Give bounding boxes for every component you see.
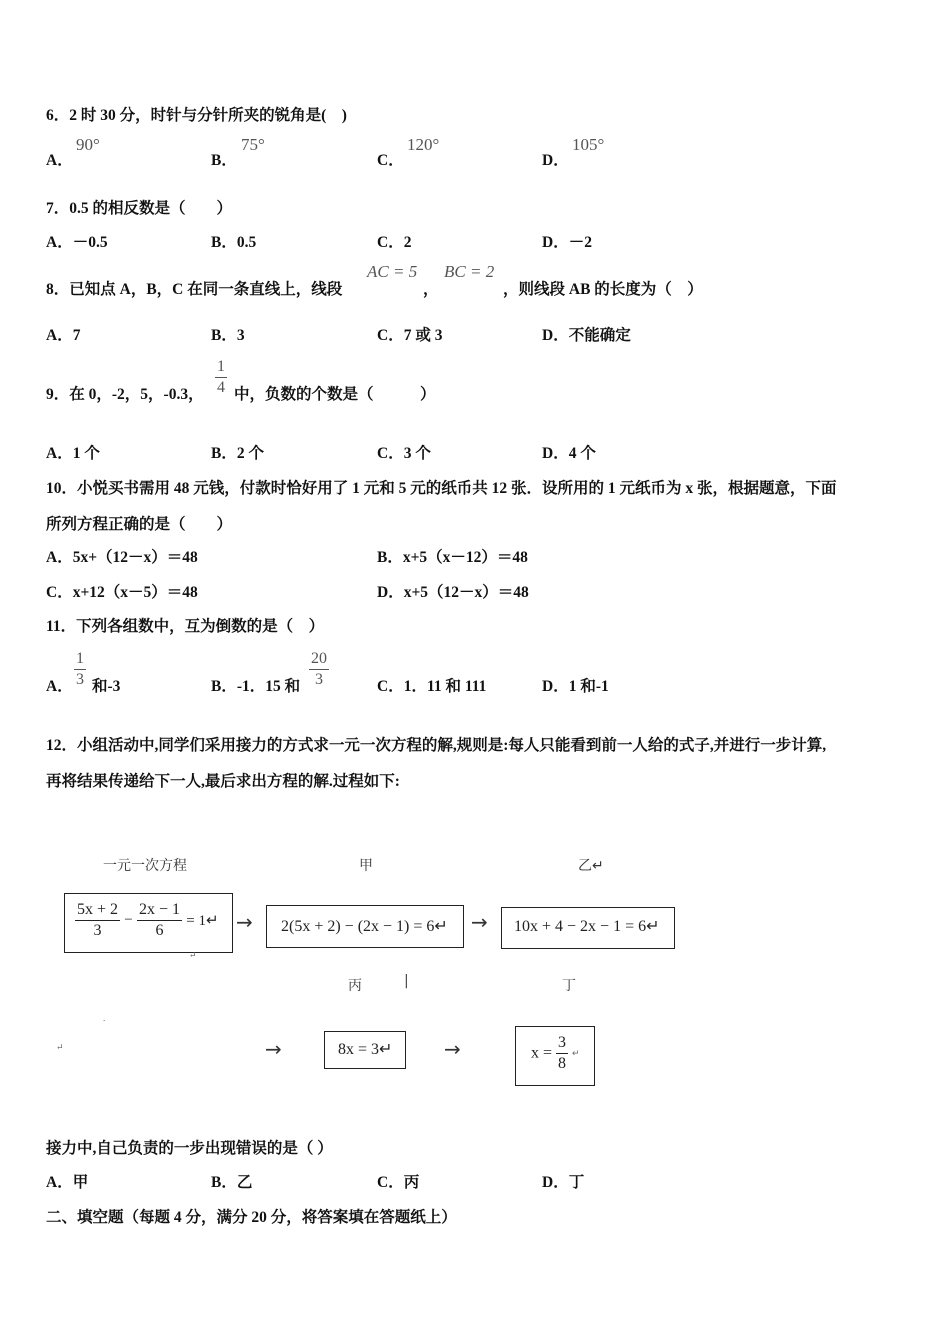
q10-stem-line2: 所列方程正确的是（ ）: [46, 516, 233, 533]
q8-separator: ，: [423, 281, 439, 298]
q9-option-b: B．2 个: [211, 445, 264, 462]
equation-box-start: [64, 893, 233, 953]
q9-fraction: [215, 357, 227, 398]
q12-option-c: C．丙: [377, 1174, 420, 1191]
eq-start-operator: −: [124, 912, 133, 928]
label-ding: 丁: [562, 978, 576, 994]
q11-option-c: C．1．11 和 111: [377, 678, 487, 695]
q7-option-c: C．2: [377, 234, 412, 251]
q11-a-num: 1: [74, 649, 86, 670]
divider-bar: |: [404, 973, 409, 989]
equation-box-jia: [266, 905, 464, 948]
q7-option-b: B．0.5: [211, 234, 257, 251]
q8-stem-start: 8．已知点 A，B，C 在同一条直线上，线段: [46, 281, 343, 298]
q6-stem: 6．2 时 30 分，时针与分针所夹的锐角是( ): [46, 107, 347, 124]
label-bing: 丙: [348, 978, 362, 994]
q8-option-c: C．7 或 3: [377, 327, 443, 344]
q11-option-d: D．1 和-1: [542, 678, 609, 695]
q7-option-a: A．－0.5: [46, 234, 108, 251]
arrow-bing-to-ding: →: [444, 1037, 461, 1061]
q11-b-num: 20: [309, 649, 329, 670]
q11-a-den: 3: [76, 671, 84, 688]
q9-option-d: D．4 个: [542, 445, 596, 462]
arrow-jia-to-yi: →: [471, 910, 488, 934]
q11-option-a-fraction: [74, 649, 86, 690]
eq-start-num1: 5x + 2: [75, 900, 120, 921]
q8-option-b: B．3: [211, 327, 245, 344]
q11-option-a-letter: A．: [46, 678, 73, 695]
eq-jia: 2(5x + 2) − (2x − 1) = 6↵: [281, 918, 448, 935]
q6-option-d-letter: D．: [542, 152, 569, 169]
eq-start-den1: 3: [93, 922, 102, 939]
q8-math-bc: BC = 2: [444, 262, 495, 281]
label-jia: 甲: [359, 858, 373, 874]
q11-option-a-tail: 和-3: [92, 678, 121, 695]
eq-start-num2: 2x − 1: [137, 900, 182, 921]
eq-start-den2: 6: [155, 922, 164, 939]
arrow-start-to-jia: →: [236, 910, 253, 934]
q6-option-c-letter: C．: [377, 152, 404, 169]
eq-bing: 8x = 3↵: [338, 1041, 393, 1058]
q9-stem-end: 中，负数的个数是（ ）: [234, 386, 436, 403]
q10-option-c: C．x+12（x－5）＝48: [46, 584, 198, 601]
equation-box-yi: [501, 907, 675, 949]
eq-ding-den: 8: [558, 1055, 567, 1072]
q10-option-d: D．x+5（12－x）＝48: [377, 584, 529, 601]
q8-stem-end: ，则线段 AB 的长度为（ ）: [503, 281, 703, 298]
q10-option-a: A．5x+（12－x）＝48: [46, 549, 198, 566]
q12-stem-line1: 12．小组活动中,同学们采用接力的方式求一元一次方程的解,规则是:每人只能看到前一人给的式子,并进行一步计算,: [46, 737, 827, 754]
q6-option-a-value: 90°: [76, 135, 100, 154]
q7-stem: 7．0.5 的相反数是（ ）: [46, 200, 233, 217]
equation-box-bing: [324, 1031, 406, 1069]
eq-start-rhs: = 1↵: [186, 913, 219, 929]
q12-question: 接力中,自己负责的一步出现错误的是（ ）: [46, 1140, 333, 1157]
q12-stem-line2: 再将结果传递给下一人,最后求出方程的解.过程如下:: [46, 773, 400, 790]
q8-option-a: A．7: [46, 327, 81, 344]
q6-option-a-letter: A．: [46, 152, 73, 169]
eq-ding-lhs: x =: [531, 1044, 553, 1062]
q11-option-b-head: B．-1．15 和: [211, 678, 301, 695]
eq-ding: [531, 1033, 580, 1074]
q8-math-ac: AC = 5: [367, 262, 418, 281]
section2-heading: 二、填空题（每题 4 分，满分 20 分，将答案填在答题纸上）: [46, 1209, 457, 1226]
q6-option-b-value: 75°: [241, 135, 265, 154]
q11-stem: 11．下列各组数中，互为倒数的是（ ）: [46, 618, 325, 635]
label-start: 一元一次方程: [103, 858, 187, 874]
q6-option-b-letter: B．: [211, 152, 237, 169]
label-yi: 乙↵: [578, 858, 604, 874]
eq-ding-tail: ↵: [572, 1048, 580, 1058]
q9-frac-num: 1: [215, 357, 227, 378]
eq-ding-num: 3: [556, 1033, 568, 1054]
eq-start-expression: [75, 900, 219, 941]
equation-box-ding: [515, 1026, 595, 1086]
q12-option-b: B．乙: [211, 1174, 253, 1191]
q11-option-b-fraction: [309, 649, 329, 690]
q6-option-c-value: 120°: [407, 135, 440, 154]
arrow-to-bing: →: [265, 1037, 282, 1061]
eq-yi: 10x + 4 − 2x − 1 = 6↵: [514, 918, 660, 935]
q10-stem-line1: 10．小悦买书需用 48 元钱，付款时恰好用了 1 元和 5 元的纸币共 12 张．设所用的 1 元纸币为 x 张，根据题意，下面: [46, 480, 837, 497]
q9-option-c: C．3 个: [377, 445, 431, 462]
q7-option-d: D．－2: [542, 234, 592, 251]
q9-frac-den: 4: [217, 379, 225, 396]
q10-option-b: B．x+5（x－12）＝48: [377, 549, 528, 566]
q12-option-a: A．甲: [46, 1174, 89, 1191]
q9-stem-start: 9．在 0，-2，5，-0.3，: [46, 386, 204, 403]
q8-option-d: D．不能确定: [542, 327, 631, 344]
q6-option-d-value: 105°: [572, 135, 605, 154]
q12-option-d: D．丁: [542, 1174, 585, 1191]
q9-option-a: A．1 个: [46, 445, 100, 462]
q11-b-den: 3: [315, 671, 323, 688]
